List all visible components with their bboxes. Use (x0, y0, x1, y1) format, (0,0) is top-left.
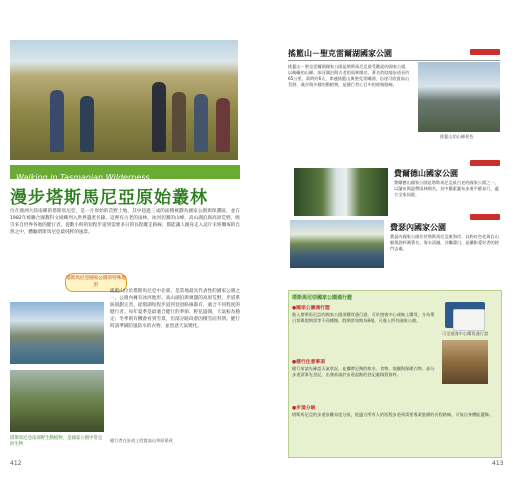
swamp-photo (10, 370, 104, 432)
lake-photo (10, 302, 104, 364)
title-band (10, 165, 240, 182)
section-title: 費瑟內國家公園 (390, 223, 446, 232)
photo-caption: 健行者在步道上欣賞高山草原景致 (110, 438, 173, 443)
section-divider (288, 60, 500, 61)
section-title: 費爾德山國家公園 (394, 169, 458, 178)
lake-photo (290, 220, 384, 268)
hiker-figure (80, 96, 94, 152)
info-text: 進入塔斯馬尼亞的國家公園須購買通行證，可於遊客中心或線上購買，分為單日票與假期票等不同種類，假期票效期為8週，可進入所有國家公園。 (292, 312, 435, 323)
intro-paragraph: 位在澳洲大陸南陲的塔斯馬尼亞，是一片原始的荒野土地，其中超過三成的面積被劃為國家公園與保護區，並在1982年被聯合國教科文組織列入世界遺產名錄。這裡有古老的雨林、冰河切割的山峰、高山湖泊與高原荒野，吸引來自世界各地的健行者。從數小時的短程步道到需要多日的長程縱走路線，都能讓人親身走入這片未經雕琢的自然之中，體驗塔斯馬尼亞最純粹的風景。 (10, 209, 240, 235)
photo-caption: 搖籃山的山峰景色 (440, 134, 474, 139)
left-caption: 塔斯馬尼亞南部野生動植物，是國家公園中常見的生物 (10, 436, 103, 447)
title-band-text: Walking in Tasmanian Wilderness (16, 173, 150, 182)
section-text: 搖籃山－聖克雷爾湖國家公園是塔斯馬尼亞最受歡迎的國家公園，以崎嶇的山峰、冰河湖泊與古老的雨林聞名。著名的陸地步道長約65公里，需時約6天，串連搖籃山與聖克雷爾湖，沿途可欣賞高山荒野、溪谷與多樣的動植物，是健行者心目中的經典路線。 (288, 64, 410, 87)
hiker-figure (152, 82, 166, 152)
section-ribbon (470, 214, 500, 220)
info-heading: ●國家公園通行證 (292, 306, 330, 311)
hikers-photo (10, 40, 238, 160)
visitor-center-photo (442, 340, 488, 384)
left-page (10, 40, 250, 467)
info-text: 塔斯馬尼亞的步道依難易度分級，從適合所有人的短程步道到需要專業裝備的長程路線，可依自身體能選擇。 (292, 412, 494, 417)
section-text: 費瑟內國家公園位於塔斯馬尼亞東海岸，以粉紅色花崗岩山脈與酒杯灣著名，海水清澈，沙灘潔白，是攝影愛好者的熱門去處。 (390, 234, 499, 251)
photo-caption: 可至遊客中心購買通行證 (442, 331, 489, 336)
section-title: 搖籃山－聖克雷爾湖國家公園 (288, 49, 392, 58)
pass-card-image (453, 309, 485, 331)
section-ribbon (470, 160, 500, 166)
body-paragraph: 搖籃山位於塔斯馬尼亞中北部，是當地最具代表性的國家公園之一。公園內擁有冰河地形、高山湖泊與廣闊的高原荒野，步道系統規劃完善，從環湖短程步道到登頂路線都有，適合不同程度的健行者。每年夏季是最適合健行的季節，野花盛開，天氣較為穩定；冬季則有機會看到雪景，但部分路段會因積雪而封閉。健行時請準備防風防水的衣物，並留意天氣變化。 (110, 289, 240, 329)
info-heading: ●健行注意事項 (292, 360, 325, 365)
hiker-figure (216, 98, 230, 152)
right-page (270, 40, 510, 467)
section-ribbon (470, 49, 500, 55)
page-title: 漫步塔斯馬尼亞原始叢林 (10, 188, 208, 208)
waterfall-photo (294, 168, 388, 216)
info-heading: ●步道分級 (292, 406, 316, 411)
hiker-figure (194, 94, 208, 152)
info-box-title: 塔斯馬尼亞國家公園通行證 (292, 295, 353, 301)
page-number: 412 (10, 460, 22, 467)
section-text: 費爾德山國家公園是塔斯馬尼亞最古老的國家公園之一，以瀑布與溫帶雨林聞名，其中羅素瀑布步道平緩易行，適合全家同遊。 (394, 180, 499, 197)
page-number: 413 (492, 460, 504, 467)
mountain-photo (418, 62, 500, 132)
section-badge: 塔斯馬尼亞國家公園的特殊地形 (65, 273, 127, 292)
info-text: 健行前請先確認天氣狀況，並攜帶足夠的飲水、食物、地圖與保暖衣物。部分步道須事先登記，出發前請於步道起點的登記處填寫資料。 (292, 366, 435, 377)
hiker-figure (172, 92, 186, 152)
hiker-figure (50, 90, 64, 152)
